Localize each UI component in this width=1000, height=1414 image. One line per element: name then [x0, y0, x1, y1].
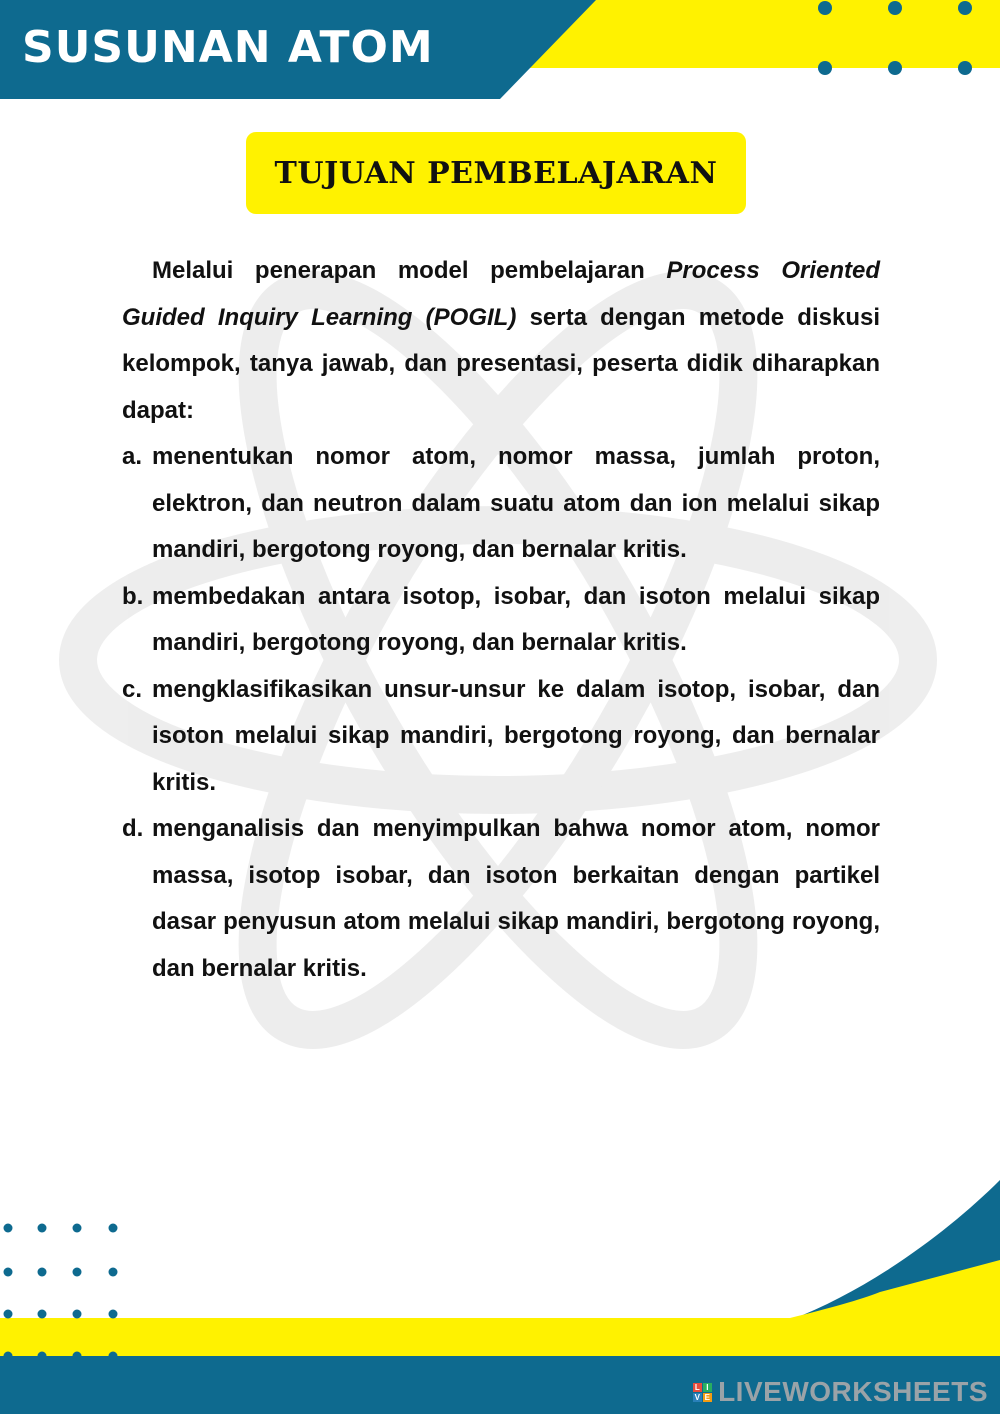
objective-heading-box [246, 132, 746, 214]
intro-rest: serta dengan metode diskusi kelompok, tanya jawab, dan presentasi, peserta didik diharapkan dapat: [122, 303, 880, 424]
brand-name: LIVEWORKSHEETS [718, 1376, 988, 1407]
logo-letter-i: I [703, 1383, 712, 1392]
page-title: SUSUNAN ATOM [22, 22, 434, 73]
objective-text: menentukan nomor atom, nomor massa, jumlah proton, elektron, dan neutron dalam suatu atom dan ion melalui sikap mandiri, bergotong royong, dan bernalar kritis. [152, 443, 880, 563]
objective-heading: TUJUAN PEMBELAJARAN [274, 155, 718, 191]
intro-lead: Melalui penerapan model pembelajaran [152, 257, 667, 284]
liveworksheets-logo-icon [693, 1383, 712, 1402]
logo-letter-l: L [694, 1382, 701, 1392]
objective-marker: d. [122, 815, 144, 842]
objectives-list [122, 434, 880, 992]
intro-model-name: Process Oriented Guided Inquiry Learning (POGIL) [122, 257, 880, 331]
objective-text: membedakan antara isotop, isobar, dan isoton melalui sikap mandiri, bergotong royong, dan bernalar kritis. [152, 582, 880, 656]
objective-item-b [122, 574, 880, 667]
logo-letter-e: E [704, 1392, 711, 1402]
objective-item-c [122, 667, 880, 807]
objective-marker: a. [122, 443, 143, 470]
intro-paragraph [122, 248, 880, 434]
liveworksheets-brand[interactable] [693, 1376, 988, 1408]
objective-text: menganalisis dan menyimpulkan bahwa nomor atom, nomor massa, isotop isobar, dan isoton berkaitan dengan partikel dasar penyusun atom melalui sikap mandiri, bergotong royong, dan bernalar kritis. [152, 815, 880, 982]
objective-item-d [122, 806, 880, 992]
objective-item-a [122, 434, 880, 574]
objective-marker: b. [122, 582, 144, 610]
objectives-content [122, 248, 880, 992]
logo-letter-v: V [694, 1392, 701, 1402]
objective-marker: c. [122, 675, 143, 703]
objective-text: mengklasifikasikan unsur-unsur ke dalam isotop, isobar, dan isoton melalui sikap mandiri, bergotong royong, dan bernalar kritis. [152, 675, 880, 796]
